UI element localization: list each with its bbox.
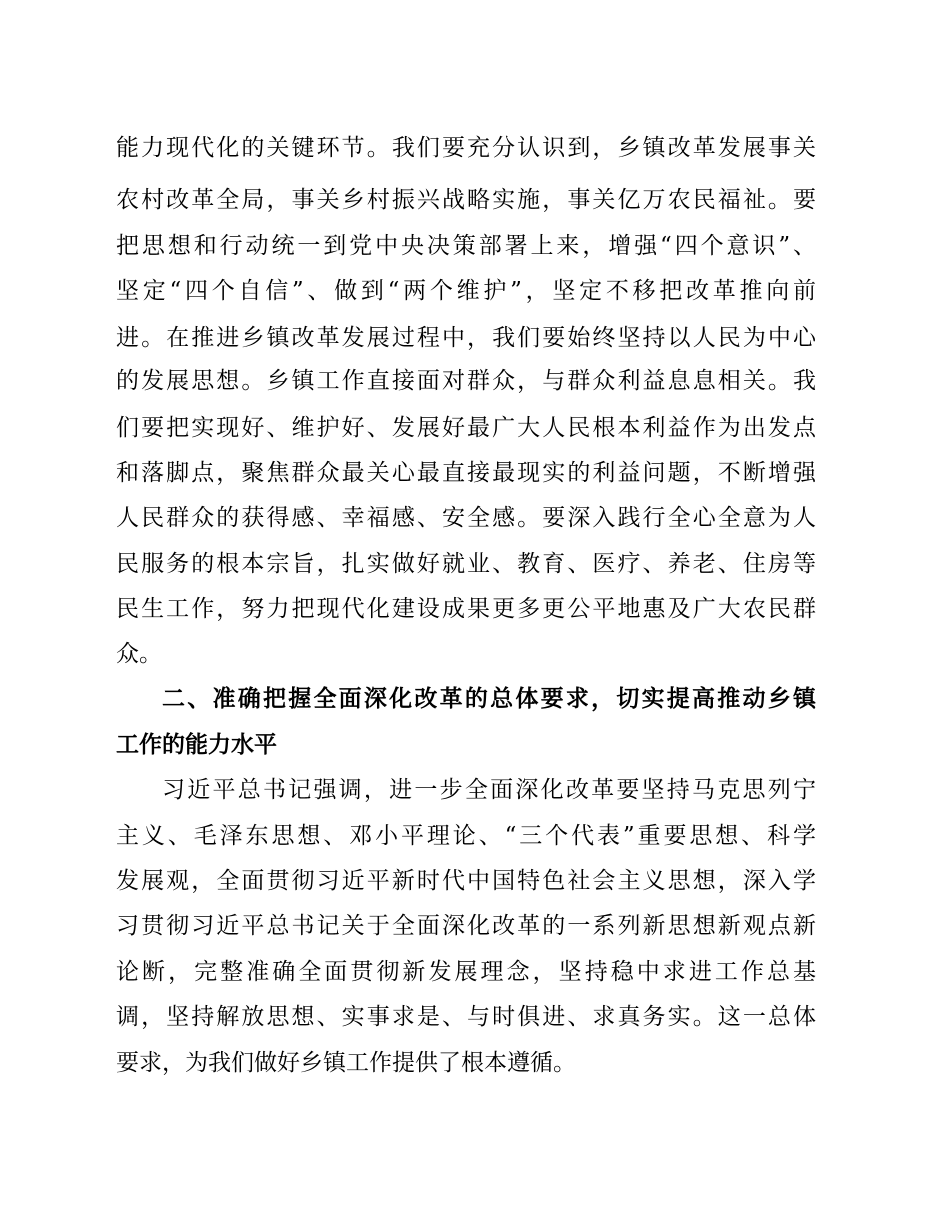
para2-line-6: 调，坚持解放思想、实事求是、与时俱进、求真务实。这一总体 <box>116 1004 816 1030</box>
section-heading-line-1: 二、准确把握全面深化改革的总体要求，切实提高推动乡镇 <box>162 686 816 712</box>
para2-line-7: 要求，为我们做好乡镇工作提供了根本遵循。 <box>116 1050 576 1076</box>
para1-line-8: 和落脚点，聚焦群众最关心最直接最现实的利益问题，不断增强 <box>116 460 816 486</box>
para2-line-3: 发展观，全面贯彻习近平新时代中国特色社会主义思想，深入学 <box>116 868 816 894</box>
para1-line-7: 们要把实现好、维护好、发展好最广大人民根本利益作为出发点 <box>116 415 816 441</box>
para1-line-1: 能力现代化的关键环节。我们要充分认识到，乡镇改革发展事关 <box>116 135 816 161</box>
para1-line-4: 坚定“四个自信”、做到“两个维护”，坚定不移把改革推向前 <box>116 278 816 304</box>
para1-line-9: 人民群众的获得感、幸福感、安全感。要深入践行全心全意为人 <box>116 505 816 531</box>
para1-line-12: 众。 <box>116 641 162 667</box>
para2-line-4: 习贯彻习近平总书记关于全面深化改革的一系列新思想新观点新 <box>116 913 816 939</box>
para1-line-11: 民生工作，努力把现代化建设成果更多更公平地惠及广大农民群 <box>116 596 816 622</box>
para2-line-5: 论断，完整准确全面贯彻新发展理念，坚持稳中求进工作总基 <box>116 959 816 985</box>
para1-line-2: 农村改革全局，事关乡村振兴战略实施，事关亿万农民福祉。要 <box>116 187 816 213</box>
para1-line-10: 民服务的根本宗旨，扎实做好就业、教育、医疗、养老、住房等 <box>116 551 816 577</box>
para1-line-6: 的发展思想。乡镇工作直接面对群众，与群众利益息息相关。我 <box>116 368 816 394</box>
para1-line-5: 进。在推进乡镇改革发展过程中，我们要始终坚持以人民为中心 <box>116 325 816 351</box>
para2-line-2: 主义、毛泽东思想、邓小平理论、“三个代表”重要思想、科学 <box>116 823 816 849</box>
para1-line-3: 把思想和行动统一到党中央决策部署上来，增强“四个意识”、 <box>116 233 816 259</box>
section-heading-line-2: 工作的能力水平 <box>116 732 277 758</box>
para2-line-1: 习近平总书记强调，进一步全面深化改革要坚持马克思列宁 <box>162 777 816 803</box>
